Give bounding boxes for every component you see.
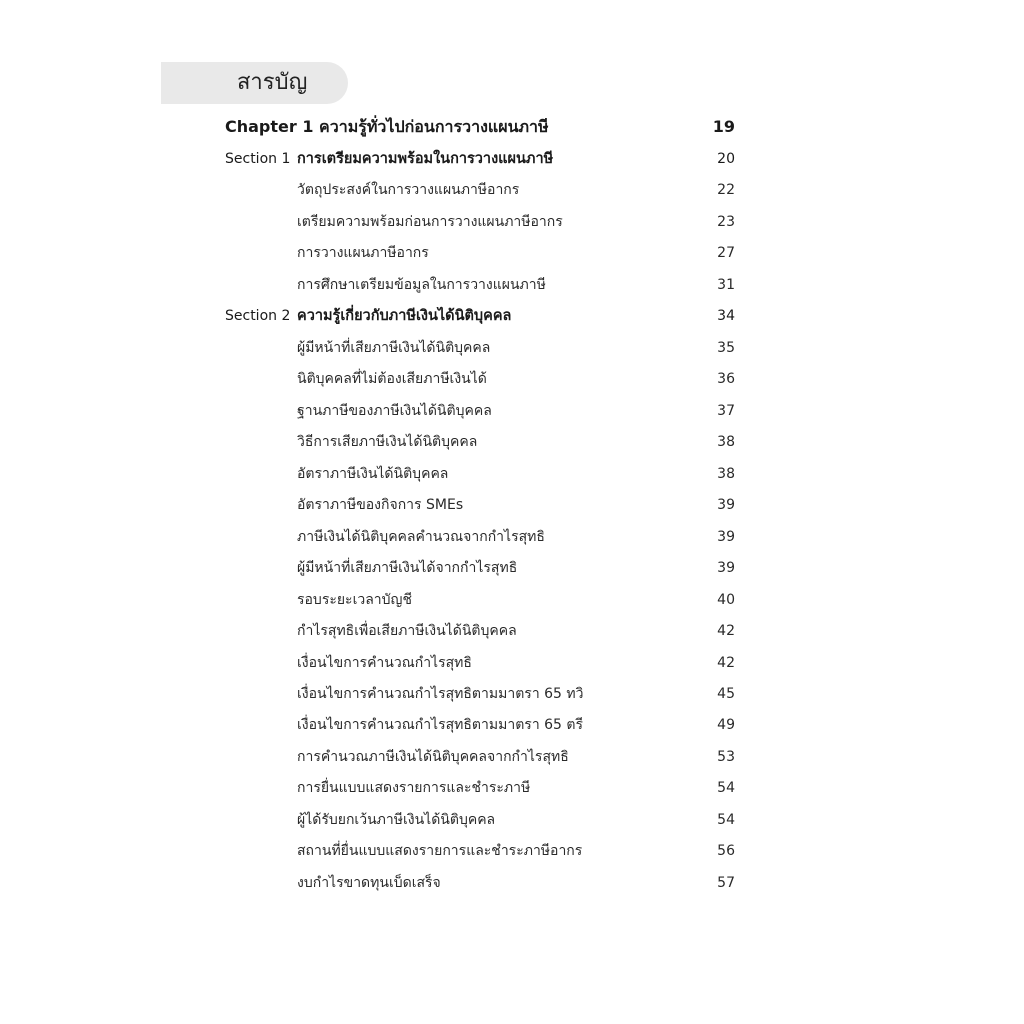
section-row[interactable] — [0, 304, 1024, 328]
toc-entry[interactable] — [0, 588, 1024, 612]
entry-title: การคำนวณภาษีเงินได้นิติบุคคลจากกำไรสุทธิ — [297, 749, 569, 765]
entry-page-number: 37 — [717, 403, 735, 419]
toc-entry[interactable] — [0, 210, 1024, 234]
section-title: ความรู้เกี่ยวกับภาษีเงินได้นิติบุคคล — [297, 308, 512, 324]
entry-page-number: 31 — [717, 277, 735, 293]
entry-page-number: 56 — [717, 843, 735, 859]
entry-page-number: 40 — [717, 592, 735, 608]
toc-entry[interactable] — [0, 871, 1024, 895]
section-title: การเตรียมความพร้อมในการวางแผนภาษี — [297, 151, 554, 167]
section-row[interactable] — [0, 147, 1024, 171]
entry-title: การศึกษาเตรียมข้อมูลในการวางแผนภาษี — [297, 277, 546, 293]
entry-title: ภาษีเงินได้นิติบุคคลคำนวณจากกำไรสุทธิ — [297, 529, 545, 545]
toc-entry[interactable] — [0, 682, 1024, 706]
toc-entry[interactable] — [0, 776, 1024, 800]
section-number: Section 1 — [225, 151, 291, 167]
entry-title: วัตถุประสงค์ในการวางแผนภาษีอากร — [297, 182, 520, 198]
entry-title: เงื่อนไขการคำนวณกำไรสุทธิตามมาตรา 65 ทวิ — [297, 686, 584, 702]
entry-page-number: 23 — [717, 214, 735, 230]
entry-title: นิติบุคคลที่ไม่ต้องเสียภาษีเงินได้ — [297, 371, 487, 387]
entry-title: อัตราภาษีของกิจการ SMEs — [297, 497, 464, 513]
entry-page-number: 39 — [717, 497, 735, 513]
toc-entry[interactable] — [0, 525, 1024, 549]
entry-page-number: 54 — [717, 812, 735, 828]
toc-entry[interactable] — [0, 493, 1024, 517]
entry-title: ฐานภาษีของภาษีเงินได้นิติบุคคล — [297, 403, 492, 419]
toc-title-tab — [161, 62, 348, 104]
entry-page-number: 38 — [717, 434, 735, 450]
entry-page-number: 54 — [717, 780, 735, 796]
toc-entry[interactable] — [0, 336, 1024, 360]
chapter-row[interactable] — [0, 115, 1024, 139]
toc-entry[interactable] — [0, 556, 1024, 580]
entry-title: ผู้ได้รับยกเว้นภาษีเงินได้นิติบุคคล — [297, 812, 496, 828]
toc-entry[interactable] — [0, 713, 1024, 737]
entry-title: ผู้มีหน้าที่เสียภาษีเงินได้นิติบุคคล — [297, 340, 491, 356]
entry-page-number: 38 — [717, 466, 735, 482]
section-number: Section 2 — [225, 308, 291, 324]
toc-title: สารบัญ — [237, 70, 308, 95]
toc-entry[interactable] — [0, 462, 1024, 486]
entry-title: ผู้มีหน้าที่เสียภาษีเงินได้จากกำไรสุทธิ — [297, 560, 518, 576]
entry-page-number: 57 — [717, 875, 735, 891]
entry-page-number: 35 — [717, 340, 735, 356]
toc-entry[interactable] — [0, 619, 1024, 643]
entry-title: เงื่อนไขการคำนวณกำไรสุทธิ — [297, 655, 472, 671]
entry-title: งบกำไรขาดทุนเบ็ดเสร็จ — [297, 875, 441, 891]
toc-entry[interactable] — [0, 430, 1024, 454]
toc-entry[interactable] — [0, 651, 1024, 675]
entry-page-number: 36 — [717, 371, 735, 387]
entry-page-number: 22 — [717, 182, 735, 198]
section-page-number: 34 — [717, 308, 735, 324]
toc-entry[interactable] — [0, 745, 1024, 769]
entry-page-number: 27 — [717, 245, 735, 261]
toc-entry[interactable] — [0, 367, 1024, 391]
entry-page-number: 49 — [717, 717, 735, 733]
entry-title: การยื่นแบบแสดงรายการและชำระภาษี — [297, 780, 531, 796]
entry-page-number: 53 — [717, 749, 735, 765]
entry-title: รอบระยะเวลาบัญชี — [297, 592, 412, 608]
toc-entry[interactable] — [0, 178, 1024, 202]
entry-page-number: 42 — [717, 655, 735, 671]
entry-title: การวางแผนภาษีอากร — [297, 245, 429, 261]
toc-entry[interactable] — [0, 241, 1024, 265]
entry-title: เตรียมความพร้อมก่อนการวางแผนภาษีอากร — [297, 214, 563, 230]
entry-page-number: 39 — [717, 560, 735, 576]
entry-title: สถานที่ยื่นแบบแสดงรายการและชำระภาษีอากร — [297, 843, 583, 859]
chapter-page-number: 19 — [712, 117, 735, 136]
entry-title: อัตราภาษีเงินได้นิติบุคคล — [297, 466, 449, 482]
entry-page-number: 45 — [717, 686, 735, 702]
chapter-label: Chapter 1 ความรู้ทั่วไปก่อนการวางแผนภาษี — [225, 117, 549, 136]
entry-page-number: 39 — [717, 529, 735, 545]
toc-entry[interactable] — [0, 808, 1024, 832]
entry-title: วิธีการเสียภาษีเงินได้นิติบุคคล — [297, 434, 478, 450]
section-page-number: 20 — [717, 151, 735, 167]
toc-entry[interactable] — [0, 399, 1024, 423]
toc-entry[interactable] — [0, 839, 1024, 863]
entry-page-number: 42 — [717, 623, 735, 639]
entry-title: เงื่อนไขการคำนวณกำไรสุทธิตามมาตรา 65 ตรี — [297, 717, 584, 733]
entry-title: กำไรสุทธิเพื่อเสียภาษีเงินได้นิติบุคคล — [297, 623, 517, 639]
toc-entry[interactable] — [0, 273, 1024, 297]
